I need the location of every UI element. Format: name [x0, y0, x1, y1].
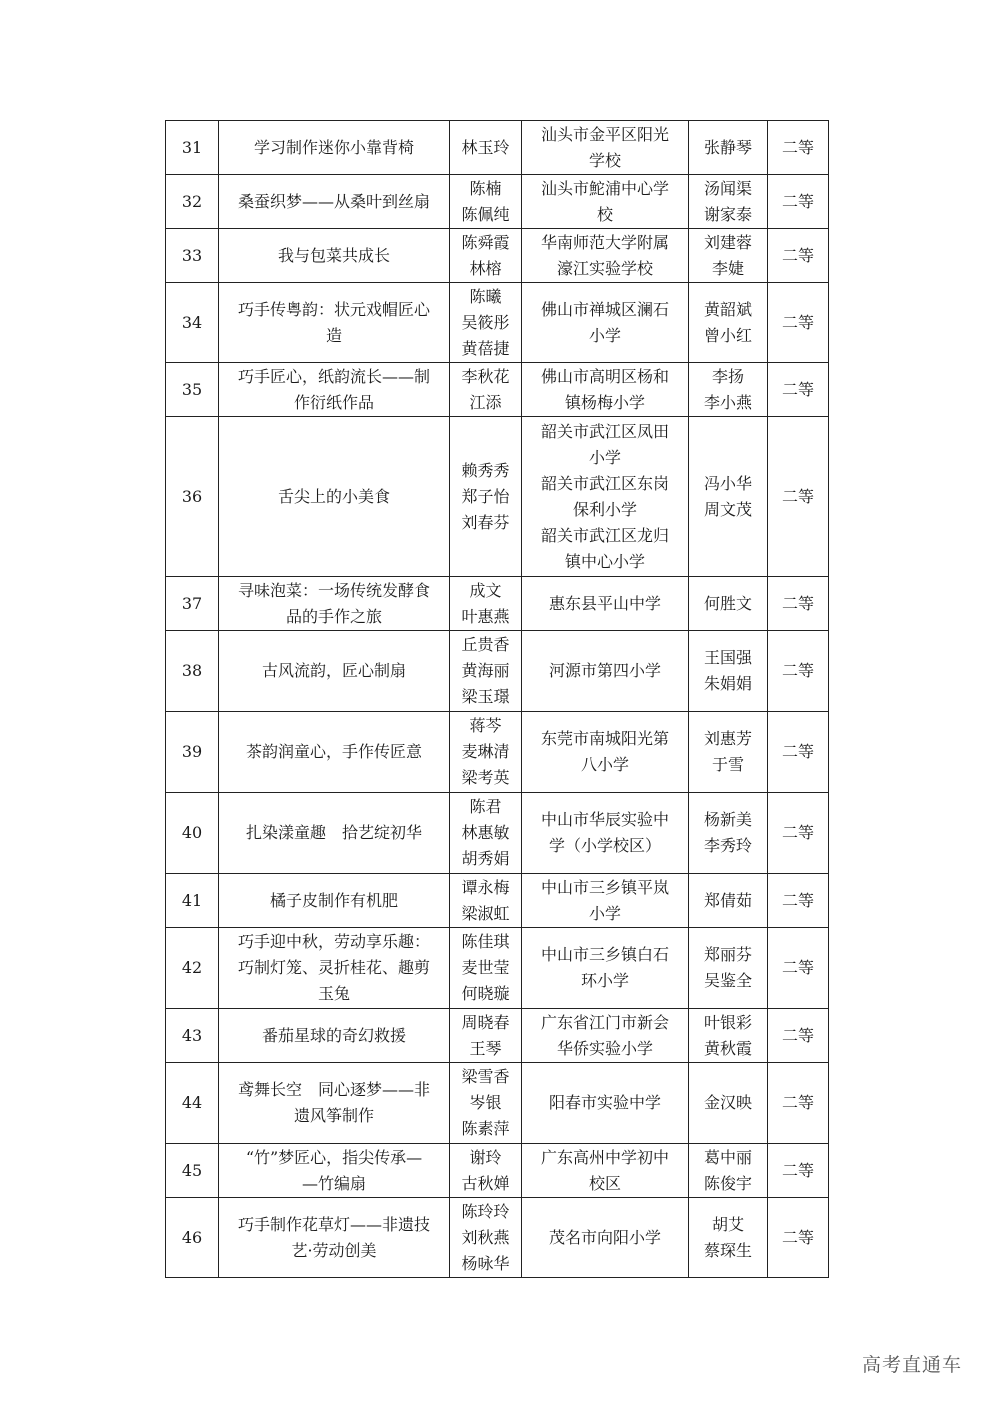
cell-school-line: 佛山市高明区杨和: [540, 366, 669, 386]
cell-school-line: 中山市三乡镇平岚: [540, 877, 669, 897]
cell-advisors: [689, 1198, 768, 1278]
cell-school: [522, 1198, 689, 1278]
cell-school-line: 保利小学: [572, 499, 637, 519]
cell-advisors-line: 胡艾: [711, 1214, 744, 1234]
cell-school-line: 镇杨梅小学: [564, 392, 645, 412]
cell-school-line: 汕头市鮀浦中心学: [540, 178, 669, 198]
cell-project-title: [219, 712, 450, 793]
cell-advisors-line: 汤闻渠: [703, 178, 752, 198]
cell-authors-line: 杨咏华: [461, 1253, 510, 1273]
cell-number: 41: [166, 874, 219, 928]
cell-authors-line: 刘秋燕: [461, 1227, 510, 1247]
cell-authors-line: 岑银: [469, 1093, 502, 1112]
cell-award: 二等: [768, 121, 829, 175]
cell-advisors: [689, 577, 768, 631]
cell-advisors-line: 郑丽芬: [703, 945, 752, 964]
cell-school-line: 镇中心小学: [564, 551, 645, 571]
cell-number: 37: [166, 577, 219, 631]
table-row: [166, 229, 829, 283]
cell-number: 40: [166, 793, 219, 874]
cell-project-title-line: 巧手迎中秋，劳动享乐趣：: [237, 932, 430, 951]
cell-award: 二等: [768, 928, 829, 1009]
cell-authors: [450, 793, 522, 874]
table-row: [166, 363, 829, 417]
cell-authors: [450, 928, 522, 1009]
cell-project-title-line: 鸢舞长空 同心逐梦——非: [237, 1080, 430, 1099]
cell-school-line: 韶关市武江区东岗: [540, 473, 669, 493]
cell-school-line: 濠江实验学校: [556, 258, 653, 278]
cell-school-line: 八小学: [580, 755, 629, 774]
cell-authors-line: 谢玲: [469, 1147, 502, 1167]
cell-authors-line: 赖秀秀: [461, 460, 510, 480]
cell-authors-line: 麦世莹: [461, 958, 510, 977]
cell-project-title: [219, 874, 450, 928]
cell-school: [522, 363, 689, 417]
cell-number: 35: [166, 363, 219, 417]
cell-project-title-line: 番茄星球的奇幻救援: [261, 1025, 406, 1045]
cell-authors-line: 王琴: [469, 1038, 502, 1058]
cell-authors: [450, 874, 522, 928]
cell-project-title-line: 品的手作之旅: [285, 606, 382, 626]
cell-authors-line: 陈舜霞: [461, 232, 510, 252]
cell-school: [522, 175, 689, 229]
cell-authors: [450, 1144, 522, 1198]
cell-authors: [450, 417, 522, 577]
cell-advisors: [689, 874, 768, 928]
cell-school: [522, 1063, 689, 1144]
cell-number: 39: [166, 712, 219, 793]
cell-school: [522, 229, 689, 283]
cell-authors-line: 胡秀娟: [461, 849, 510, 868]
cell-authors: [450, 121, 522, 175]
cell-authors-line: 叶惠燕: [461, 606, 510, 626]
cell-advisors: [689, 793, 768, 874]
cell-project-title-line: 巧手制作花草灯——非遗技: [237, 1214, 430, 1234]
cell-advisors-line: 郑倩茹: [703, 890, 752, 910]
cell-school-line: 小学: [588, 447, 621, 467]
cell-project-title-line: 橘子皮制作有机肥: [269, 890, 398, 910]
cell-school: [522, 283, 689, 363]
cell-school-line: 校: [596, 204, 613, 224]
cell-authors: [450, 1009, 522, 1063]
cell-authors: [450, 1063, 522, 1144]
cell-authors-line: 陈曦: [469, 286, 502, 306]
awards-table: [165, 120, 829, 1278]
cell-project-title-line: 桑蚕织梦——从桑叶到丝扇: [237, 191, 430, 211]
cell-advisors-line: 张静琴: [703, 137, 752, 157]
table-row: [166, 793, 829, 874]
cell-number: 38: [166, 631, 219, 712]
cell-advisors: [689, 712, 768, 793]
table-row: [166, 283, 829, 363]
cell-advisors: [689, 928, 768, 1009]
cell-authors-line: 何晓璇: [461, 984, 510, 1003]
cell-project-title: [219, 1009, 450, 1063]
cell-advisors: [689, 631, 768, 712]
cell-school-line: 小学: [588, 325, 621, 345]
cell-award: 二等: [768, 1198, 829, 1278]
table-row: [166, 1009, 829, 1063]
cell-school-line: 广东省江门市新会: [540, 1012, 669, 1032]
cell-award: 二等: [768, 631, 829, 712]
cell-authors-line: 蒋芩: [469, 716, 502, 735]
cell-advisors: [689, 175, 768, 229]
table-row: [166, 712, 829, 793]
table-row: [166, 928, 829, 1009]
cell-award: 二等: [768, 1144, 829, 1198]
cell-authors: [450, 283, 522, 363]
watermark-text: 高考直通车: [861, 1354, 962, 1376]
cell-authors-line: 成文: [469, 580, 502, 600]
cell-award: 二等: [768, 283, 829, 363]
cell-project-title: [219, 283, 450, 363]
cell-advisors-line: 金汉映: [703, 1093, 752, 1112]
cell-advisors-line: 李小燕: [703, 392, 752, 412]
cell-advisors-line: 李秀玲: [703, 836, 752, 855]
cell-authors: [450, 577, 522, 631]
cell-school-line: 华侨实验小学: [556, 1038, 653, 1058]
cell-school: [522, 712, 689, 793]
cell-award: 二等: [768, 417, 829, 577]
cell-award: 二等: [768, 229, 829, 283]
table-row: [166, 631, 829, 712]
cell-authors-line: 梁玉璟: [461, 687, 510, 706]
cell-project-title: [219, 121, 450, 175]
cell-authors-line: 李秋花: [461, 366, 510, 386]
cell-authors-line: 梁雪香: [461, 1067, 510, 1086]
cell-school: [522, 577, 689, 631]
cell-advisors: [689, 417, 768, 577]
cell-number: 31: [166, 121, 219, 175]
cell-school-line: 小学: [588, 903, 621, 923]
cell-authors-line: 谭永梅: [461, 877, 510, 897]
cell-advisors: [689, 363, 768, 417]
cell-project-title: [219, 1063, 450, 1144]
cell-project-title: [219, 363, 450, 417]
cell-project-title: [219, 229, 450, 283]
cell-award: 二等: [768, 175, 829, 229]
cell-award: 二等: [768, 363, 829, 417]
cell-advisors-line: 杨新美: [703, 810, 752, 829]
cell-project-title: [219, 1198, 450, 1278]
cell-project-title-line: 作衍纸作品: [293, 392, 374, 412]
cell-authors-line: 江添: [469, 392, 502, 412]
cell-number: 32: [166, 175, 219, 229]
cell-advisors: [689, 1063, 768, 1144]
cell-authors: [450, 363, 522, 417]
table-row: [166, 417, 829, 577]
cell-authors-line: 陈玲玲: [461, 1201, 510, 1221]
cell-award: 二等: [768, 1063, 829, 1144]
cell-school-line: 中山市三乡镇白石: [540, 945, 669, 964]
cell-project-title-line: 遗风筝制作: [293, 1106, 374, 1125]
cell-authors: [450, 175, 522, 229]
cell-project-title: [219, 631, 450, 712]
cell-advisors-line: 朱娟娟: [703, 674, 752, 693]
cell-advisors-line: 吴鉴全: [703, 971, 752, 990]
cell-advisors-line: 李扬: [711, 366, 744, 386]
cell-school: [522, 121, 689, 175]
table-row: [166, 577, 829, 631]
cell-award: 二等: [768, 1009, 829, 1063]
cell-authors: [450, 1198, 522, 1278]
cell-authors-line: 古秋婵: [461, 1173, 510, 1193]
cell-project-title-line: “竹”梦匠心，指尖传承—: [245, 1147, 423, 1167]
cell-advisors-line: 葛中丽: [703, 1147, 752, 1167]
cell-project-title-line: 学习制作迷你小靠背椅: [253, 137, 414, 157]
cell-project-title-line: 巧手传粤韵：状元戏帽匠心: [237, 299, 430, 319]
cell-authors-line: 丘贵香: [461, 635, 510, 654]
cell-project-title-line: 我与包菜共成长: [277, 245, 390, 265]
cell-authors-line: 林惠敏: [461, 823, 510, 842]
cell-number: 34: [166, 283, 219, 363]
cell-advisors: [689, 121, 768, 175]
cell-project-title: [219, 928, 450, 1009]
cell-advisors-line: 何胜文: [703, 593, 752, 613]
cell-project-title-line: 巧制灯笼、灵折桂花、趣剪: [237, 958, 430, 977]
cell-authors-line: 林榕: [469, 258, 502, 278]
cell-authors-line: 黄蓓捷: [461, 338, 510, 358]
table-row: [166, 1198, 829, 1278]
cell-award: 二等: [768, 712, 829, 793]
cell-authors-line: 吴筱彤: [461, 312, 510, 332]
cell-advisors-line: 黄韶斌: [703, 299, 752, 319]
cell-authors-line: 梁考英: [461, 768, 510, 787]
cell-advisors-line: 黄秋霞: [703, 1038, 752, 1058]
cell-project-title-line: 舌尖上的小美食: [277, 486, 390, 506]
cell-number: 42: [166, 928, 219, 1009]
cell-authors: [450, 712, 522, 793]
cell-project-title-line: 扎染漾童趣 拾艺绽初华: [245, 823, 422, 842]
cell-number: 44: [166, 1063, 219, 1144]
cell-project-title-line: 艺·劳动创美: [291, 1240, 377, 1260]
cell-project-title-line: 造: [325, 325, 342, 345]
cell-number: 46: [166, 1198, 219, 1278]
cell-school: [522, 1009, 689, 1063]
cell-number: 45: [166, 1144, 219, 1198]
cell-advisors: [689, 229, 768, 283]
cell-authors-line: 麦琳清: [461, 742, 510, 761]
cell-number: 43: [166, 1009, 219, 1063]
cell-school-line: 汕头市金平区阳光: [540, 124, 669, 144]
cell-school: [522, 928, 689, 1009]
cell-authors-line: 周晓春: [461, 1012, 510, 1032]
cell-advisors-line: 谢家泰: [703, 204, 752, 224]
cell-school: [522, 417, 689, 577]
cell-authors-line: 黄海丽: [461, 661, 510, 680]
cell-award: 二等: [768, 577, 829, 631]
cell-number: 36: [166, 417, 219, 577]
cell-advisors: [689, 283, 768, 363]
cell-school-line: 学校: [588, 150, 621, 170]
cell-project-title: [219, 1144, 450, 1198]
cell-school: [522, 631, 689, 712]
cell-school-line: 学（小学校区）: [548, 836, 661, 855]
table-row: [166, 121, 829, 175]
cell-school-line: 阳春市实验中学: [548, 1093, 661, 1112]
cell-authors: [450, 631, 522, 712]
table-row: [166, 1063, 829, 1144]
cell-project-title: [219, 577, 450, 631]
cell-advisors-line: 于雪: [711, 755, 744, 774]
cell-school-line: 河源市第四小学: [548, 661, 661, 680]
cell-advisors: [689, 1144, 768, 1198]
cell-advisors-line: 刘惠芳: [703, 729, 752, 748]
cell-advisors-line: 叶银彩: [703, 1012, 752, 1032]
cell-school-line: 惠东县平山中学: [548, 593, 661, 613]
cell-project-title-line: 古风流韵，匠心制扇: [261, 661, 406, 680]
cell-advisors-line: 冯小华: [703, 473, 752, 493]
cell-project-title-line: 玉兔: [317, 984, 350, 1003]
cell-advisors-line: 王国强: [703, 648, 752, 667]
cell-award: 二等: [768, 874, 829, 928]
table-row: [166, 874, 829, 928]
cell-advisors: [689, 1009, 768, 1063]
cell-authors: [450, 229, 522, 283]
awards-table-body: [166, 121, 829, 1278]
cell-project-title-line: 茶韵润童心，手作传匠意: [245, 742, 422, 761]
table-row: [166, 1144, 829, 1198]
cell-authors-line: 陈君: [469, 797, 502, 816]
table-row: [166, 175, 829, 229]
cell-school: [522, 1144, 689, 1198]
cell-award: 二等: [768, 793, 829, 874]
cell-number: 33: [166, 229, 219, 283]
cell-authors-line: 刘春芬: [461, 512, 510, 532]
cell-advisors-line: 周文茂: [703, 499, 752, 519]
cell-school-line: 茂名市向阳小学: [548, 1227, 661, 1247]
cell-authors-line: 林玉玲: [461, 137, 510, 157]
cell-advisors-line: 刘建蓉: [703, 232, 752, 252]
cell-authors-line: 陈楠: [469, 178, 502, 198]
cell-project-title-line: —竹编扇: [301, 1173, 366, 1193]
cell-authors-line: 陈佩纯: [461, 204, 510, 224]
cell-school-line: 环小学: [580, 971, 629, 990]
cell-advisors-line: 曾小红: [703, 325, 752, 345]
cell-school-line: 韶关市武江区龙归: [540, 525, 669, 545]
cell-advisors-line: 蔡琛生: [703, 1240, 752, 1260]
cell-school-line: 东莞市南城阳光第: [540, 729, 669, 748]
cell-school-line: 广东高州中学初中: [540, 1147, 669, 1167]
cell-school: [522, 874, 689, 928]
cell-school-line: 中山市华辰实验中: [540, 810, 669, 829]
cell-project-title: [219, 417, 450, 577]
cell-authors-line: 梁淑虹: [461, 903, 510, 923]
cell-project-title: [219, 793, 450, 874]
cell-authors-line: 陈佳琪: [461, 932, 510, 951]
cell-school-line: 韶关市武江区凤田: [540, 421, 669, 441]
cell-authors-line: 郑子怡: [461, 486, 510, 506]
cell-project-title: [219, 175, 450, 229]
cell-school-line: 华南师范大学附属: [540, 232, 669, 252]
cell-project-title-line: 寻味泡菜：一场传统发酵食: [237, 580, 430, 600]
cell-advisors-line: 李婕: [711, 258, 744, 278]
cell-project-title-line: 巧手匠心，纸韵流长——制: [237, 366, 430, 386]
cell-school: [522, 793, 689, 874]
cell-authors-line: 陈素萍: [461, 1119, 510, 1138]
cell-advisors-line: 陈俊宇: [703, 1173, 752, 1193]
cell-school-line: 校区: [588, 1173, 621, 1193]
cell-school-line: 佛山市禅城区澜石: [540, 299, 669, 319]
